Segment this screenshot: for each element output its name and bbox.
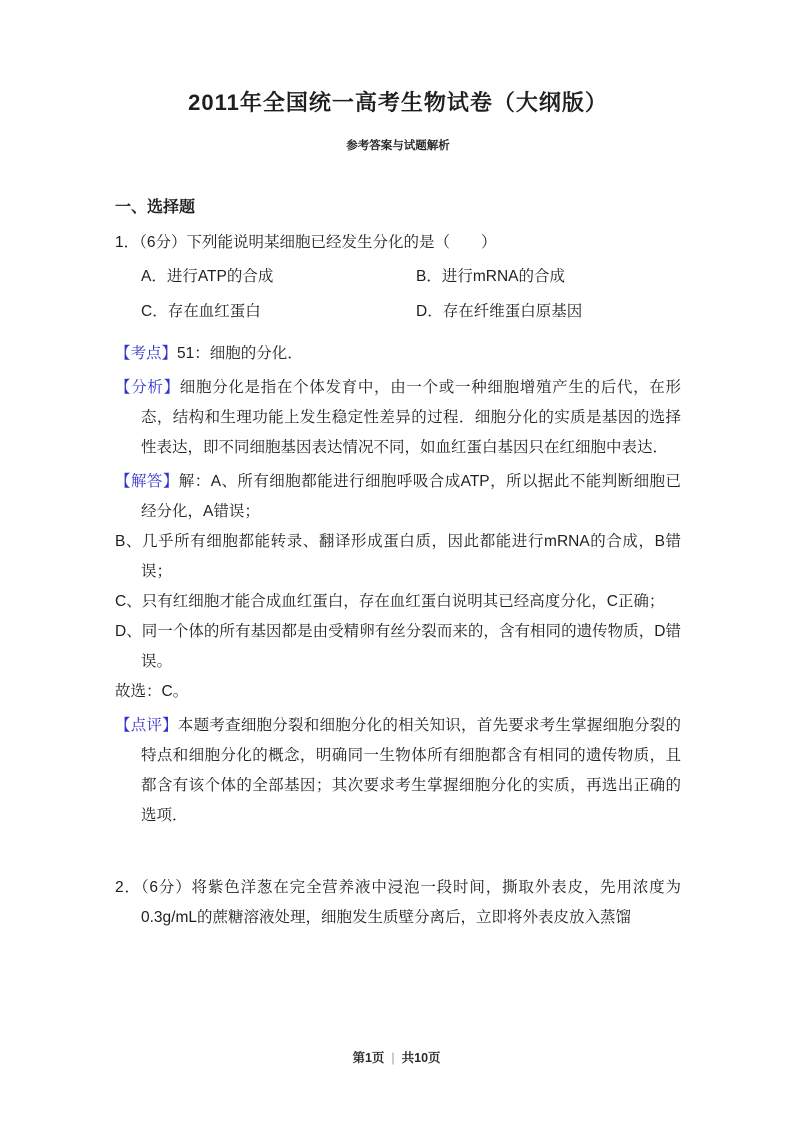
jieda-text-a: 解：A、所有细胞都能进行细胞呼吸合成ATP，所以据此不能判断细胞已经分化，A错误；: [141, 473, 681, 520]
kaodian-text: 51：细胞的分化．: [177, 345, 303, 362]
kaodian-block: [115, 339, 681, 369]
section-heading: 一、选择题: [115, 199, 196, 216]
footer-separator: |: [391, 1051, 395, 1065]
options-row-2: [141, 297, 681, 327]
fenxi-label: 【分析】: [115, 379, 180, 396]
fenxi-block: [115, 373, 681, 463]
footer-page-number: 第1页: [352, 1051, 385, 1065]
question-1-options: [115, 262, 681, 327]
option-d: D．存在纤维蛋白原基因: [416, 303, 583, 320]
dianping-text: 本题考查细胞分裂和细胞分化的相关知识，首先要求考生掌握细胞分裂的特点和细胞分化的概念，明确同一生物体所有细胞都含有相同的遗传物质，且都含有该个体的全部基因；其次要求考生掌握细胞分化的实质，再选出正确的选项．: [141, 717, 681, 824]
question-1-text: （6分）下列能说明某细胞已经发生分化的是（ ）: [139, 234, 497, 251]
option-c: C．存在血红蛋白: [141, 303, 261, 320]
question-2-stem: [115, 873, 681, 933]
option-b: B．进行mRNA的合成: [416, 268, 565, 285]
footer-page-total: 共10页: [401, 1051, 441, 1065]
dianping-block: [115, 711, 681, 831]
jieda-label: 【解答】: [115, 473, 179, 490]
fenxi-text: 细胞分化是指在个体发育中，由一个或一种细胞增殖产生的后代，在形态，结构和生理功能上发生稳定性差异的过程．细胞分化的实质是基因的选择性表达，即不同细胞基因表达情况不同，如血红蛋白基因只在红细胞中表达．: [141, 379, 681, 456]
jieda-line-c: C、只有红细胞才能合成血红蛋白，存在血红蛋白说明其已经高度分化，C正确；: [115, 593, 665, 610]
jieda-line-b: B、几乎所有细胞都能转录、翻译形成蛋白质，因此都能进行mRNA的合成，B错误；: [115, 533, 681, 580]
jieda-conclusion: 故选：C。: [115, 683, 189, 700]
page-title: 2011年全国统一高考生物试卷（大纲版）: [188, 90, 608, 115]
dianping-label: 【点评】: [115, 717, 178, 734]
question-2-text: （6分）将紫色洋葱在完全营养液中浸泡一段时间，撕取外表皮，先用浓度为0.3g/mL的蔗糖溶液处理，细胞发生质壁分离后，立即将外表皮放入蒸馏: [140, 879, 681, 926]
jieda-line-a: [115, 467, 681, 527]
options-row-1: [141, 262, 681, 292]
question-1-stem: [115, 228, 681, 258]
question-1-number: 1．: [115, 234, 140, 251]
page-subtitle: 参考答案与试题解析: [346, 140, 450, 152]
page-footer: [0, 1050, 793, 1066]
jieda-line-d: D、同一个体的所有基因都是由受精卵有丝分裂而来的，含有相同的遗传物质，D错误。: [115, 623, 681, 670]
kaodian-label: 【考点】: [115, 345, 178, 362]
option-a: A．进行ATP的合成: [141, 268, 274, 285]
question-2-number: 2．: [115, 879, 141, 896]
jieda-block: [115, 467, 681, 707]
